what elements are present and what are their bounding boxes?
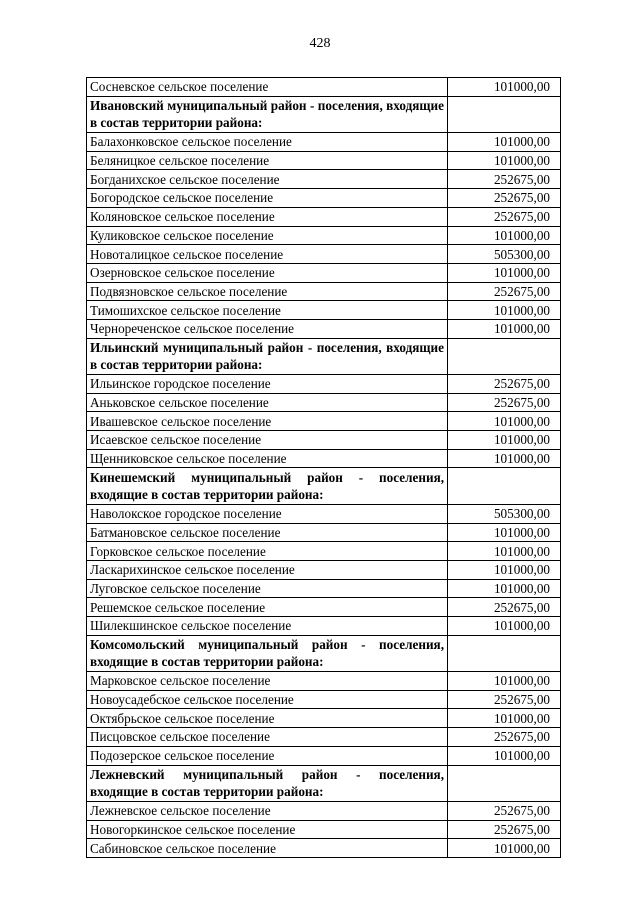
district-name-cell: Ильинский муниципальный район - поселения, входящие в состав территории района: — [87, 338, 448, 374]
settlement-row — [87, 431, 561, 450]
settlement-row — [87, 820, 561, 839]
amount-cell: 252675,00 — [448, 801, 561, 820]
settlement-row — [87, 412, 561, 431]
settlement-name-cell: Ласкарихинское сельское поселение — [87, 560, 448, 579]
amount-cell: 101000,00 — [448, 151, 561, 170]
settlement-name-cell: Балахонковское сельское поселение — [87, 133, 448, 152]
settlement-name-cell: Шилекшинское сельское поселение — [87, 616, 448, 635]
amount-cell: 101000,00 — [448, 616, 561, 635]
settlement-name-cell: Беляницкое сельское поселение — [87, 151, 448, 170]
amount-cell: 252675,00 — [448, 598, 561, 617]
settlement-name-cell: Марковское сельское поселение — [87, 672, 448, 691]
settlement-name-cell: Чернореченское сельское поселение — [87, 319, 448, 338]
amount-cell: 101000,00 — [448, 839, 561, 858]
amount-cell: 101000,00 — [448, 133, 561, 152]
amount-cell — [448, 96, 561, 132]
amount-cell: 101000,00 — [448, 449, 561, 468]
amount-cell: 252675,00 — [448, 820, 561, 839]
district-header-row — [87, 635, 561, 671]
amount-cell: 101000,00 — [448, 412, 561, 431]
settlement-name-cell: Октябрьское сельское поселение — [87, 709, 448, 728]
settlement-row — [87, 690, 561, 709]
settlement-row — [87, 560, 561, 579]
settlement-name-cell: Писцовское сельское поселение — [87, 728, 448, 747]
district-name-cell: Кинешемский муниципальный район - поселения, входящие в состав территории района: — [87, 468, 448, 504]
settlement-row — [87, 801, 561, 820]
settlement-name-cell: Ильинское городское поселение — [87, 375, 448, 394]
district-header-row — [87, 765, 561, 801]
amount-cell: 101000,00 — [448, 709, 561, 728]
settlement-row — [87, 542, 561, 561]
settlement-row — [87, 245, 561, 264]
district-name-cell: Ивановский муниципальный район - поселения, входящие в состав территории района: — [87, 96, 448, 132]
settlement-row — [87, 375, 561, 394]
settlement-row — [87, 449, 561, 468]
settlement-name-cell: Наволокское городское поселение — [87, 504, 448, 523]
settlement-name-cell: Новоталицкое сельское поселение — [87, 245, 448, 264]
settlement-row — [87, 839, 561, 858]
settlement-name-cell: Исаевское сельское поселение — [87, 431, 448, 450]
allocation-table — [86, 77, 561, 858]
settlement-row — [87, 709, 561, 728]
settlement-name-cell: Подвязновское сельское поселение — [87, 282, 448, 301]
settlement-name-cell: Лежневское сельское поселение — [87, 801, 448, 820]
settlement-name-cell: Богданихское сельское поселение — [87, 170, 448, 189]
settlement-row — [87, 672, 561, 691]
settlement-row — [87, 504, 561, 523]
settlement-row — [87, 728, 561, 747]
amount-cell: 101000,00 — [448, 746, 561, 765]
amount-cell: 252675,00 — [448, 728, 561, 747]
settlement-name-cell: Аньковское сельское поселение — [87, 393, 448, 412]
settlement-name-cell: Горковское сельское поселение — [87, 542, 448, 561]
amount-cell: 505300,00 — [448, 504, 561, 523]
amount-cell: 101000,00 — [448, 319, 561, 338]
settlement-name-cell: Щенниковское сельское поселение — [87, 449, 448, 468]
settlement-name-cell: Коляновское сельское поселение — [87, 207, 448, 226]
settlement-name-cell: Тимошихское сельское поселение — [87, 301, 448, 320]
settlement-row — [87, 579, 561, 598]
amount-cell — [448, 338, 561, 374]
amount-cell: 101000,00 — [448, 226, 561, 245]
settlement-name-cell: Ивашевское сельское поселение — [87, 412, 448, 431]
amount-cell: 101000,00 — [448, 523, 561, 542]
amount-cell: 252675,00 — [448, 282, 561, 301]
amount-cell: 252675,00 — [448, 170, 561, 189]
amount-cell: 101000,00 — [448, 560, 561, 579]
district-header-row — [87, 96, 561, 132]
district-header-row — [87, 338, 561, 374]
settlement-name-cell: Куликовское сельское поселение — [87, 226, 448, 245]
amount-cell: 101000,00 — [448, 542, 561, 561]
amount-cell — [448, 635, 561, 671]
settlement-name-cell: Решемское сельское поселение — [87, 598, 448, 617]
settlement-row — [87, 746, 561, 765]
amount-cell: 252675,00 — [448, 393, 561, 412]
district-name-cell: Комсомольский муниципальный район - поселения, входящие в состав территории района: — [87, 635, 448, 671]
settlement-name-cell: Батмановское сельское поселение — [87, 523, 448, 542]
settlement-row — [87, 319, 561, 338]
amount-cell: 101000,00 — [448, 431, 561, 450]
settlement-row — [87, 133, 561, 152]
settlement-row — [87, 226, 561, 245]
amount-cell — [448, 765, 561, 801]
settlement-name-cell: Подозерское сельское поселение — [87, 746, 448, 765]
settlement-name-cell: Новоусадебское сельское поселение — [87, 690, 448, 709]
settlement-row — [87, 207, 561, 226]
amount-cell: 101000,00 — [448, 672, 561, 691]
settlement-name-cell: Новогоркинское сельское поселение — [87, 820, 448, 839]
amount-cell: 101000,00 — [448, 579, 561, 598]
settlement-row — [87, 282, 561, 301]
settlement-row — [87, 301, 561, 320]
settlement-row — [87, 263, 561, 282]
settlement-name-cell: Сосневское сельское поселение — [87, 78, 448, 97]
amount-cell: 252675,00 — [448, 207, 561, 226]
amount-cell: 252675,00 — [448, 690, 561, 709]
settlement-row — [87, 78, 561, 97]
settlement-row — [87, 189, 561, 208]
amount-cell: 252675,00 — [448, 189, 561, 208]
allocation-table-body — [87, 78, 561, 858]
district-name-cell: Лежневский муниципальный район - поселения, входящие в состав территории района: — [87, 765, 448, 801]
amount-cell: 101000,00 — [448, 78, 561, 97]
page-number: 428 — [309, 36, 331, 51]
settlement-row — [87, 393, 561, 412]
settlement-name-cell: Озерновское сельское поселение — [87, 263, 448, 282]
settlement-row — [87, 170, 561, 189]
settlement-row — [87, 598, 561, 617]
amount-cell: 505300,00 — [448, 245, 561, 264]
district-header-row — [87, 468, 561, 504]
amount-cell: 101000,00 — [448, 263, 561, 282]
settlement-name-cell: Луговское сельское поселение — [87, 579, 448, 598]
amount-cell: 101000,00 — [448, 301, 561, 320]
settlement-name-cell: Сабиновское сельское поселение — [87, 839, 448, 858]
settlement-row — [87, 523, 561, 542]
settlement-row — [87, 616, 561, 635]
settlement-row — [87, 151, 561, 170]
settlement-name-cell: Богородское сельское поселение — [87, 189, 448, 208]
amount-cell — [448, 468, 561, 504]
amount-cell: 252675,00 — [448, 375, 561, 394]
